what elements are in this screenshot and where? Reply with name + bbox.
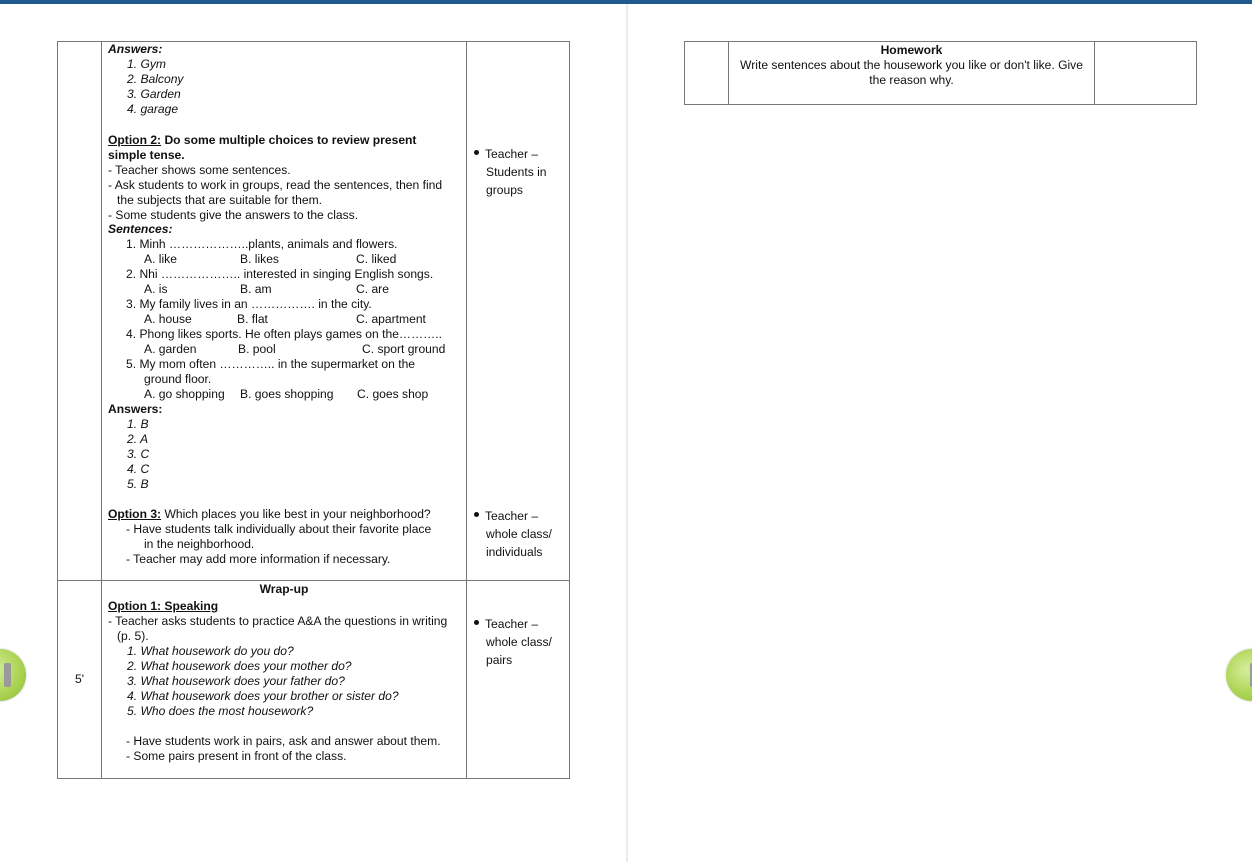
- interaction-option3-line: individuals: [486, 545, 543, 559]
- answers-heading: Answers:: [108, 402, 163, 416]
- answer-item: 1. Gym: [127, 57, 166, 71]
- choice-a: A. garden: [144, 342, 197, 356]
- choice-b: B. likes: [240, 252, 279, 266]
- wrapup-final-step: - Have students work in pairs, ask and answer about them.: [126, 734, 441, 748]
- question: 5. My mom often ………….. in the supermarket on the: [126, 357, 416, 371]
- wrapup-heading: Wrap-up: [259, 582, 309, 596]
- interaction-wrapup-line: whole class/: [486, 635, 552, 649]
- option2-label: Option 2:: [108, 133, 162, 147]
- wrapup-time: 5': [75, 672, 85, 686]
- wrapup-step: (p. 5).: [117, 629, 149, 643]
- homework-title: Homework: [880, 43, 943, 57]
- choice-a: A. is: [144, 282, 168, 296]
- answer-item: 4. C: [127, 462, 150, 476]
- page-left: [0, 4, 626, 862]
- wrapup-question: 4. What housework does your brother or sister do?: [127, 689, 399, 703]
- homework-text: Write sentences about the housework you like or don't like. Give: [740, 58, 1083, 72]
- question: 3. My family lives in an ……………. in the city.: [126, 297, 372, 311]
- question-continued: ground floor.: [144, 372, 212, 386]
- option2-step: - Some students give the answers to the class.: [108, 208, 359, 222]
- option2-step: - Teacher shows some sentences.: [108, 163, 291, 177]
- interaction-option3: Teacher –: [474, 509, 538, 524]
- option3-step: in the neighborhood.: [144, 537, 255, 551]
- table-row-divider: [57, 580, 570, 581]
- answers-heading: Answers:: [108, 42, 163, 56]
- option3-step: - Teacher may add more information if necessary.: [126, 552, 391, 566]
- choice-b: B. am: [240, 282, 272, 296]
- bullet-icon: [474, 512, 479, 517]
- homework-table-top: [684, 41, 1197, 42]
- option2-title-line2: simple tense.: [108, 148, 185, 162]
- answer-item: 5. B: [127, 477, 149, 491]
- choice-b: B. flat: [237, 312, 268, 326]
- option2-step: - Ask students to work in groups, read the sentences, then find: [108, 178, 443, 192]
- wrapup-final-step: - Some pairs present in front of the class.: [126, 749, 347, 763]
- homework-table-bottom: [684, 104, 1197, 105]
- wrapup-question: 1. What housework do you do?: [127, 644, 294, 658]
- wrapup-question: 5. Who does the most housework?: [127, 704, 314, 718]
- wrapup-question: 2. What housework does your mother do?: [127, 659, 352, 673]
- table-border-bottom: [57, 778, 570, 779]
- choice-b: B. pool: [238, 342, 276, 356]
- option2-step: the subjects that are suitable for them.: [117, 193, 323, 207]
- option2-heading: [108, 133, 416, 148]
- option3-step: - Have students talk individually about their favorite place: [126, 522, 432, 536]
- option3-label: Option 3:: [108, 507, 162, 521]
- homework-table-right: [1196, 41, 1197, 105]
- table-border-left: [57, 41, 58, 779]
- choice-c: C. sport ground: [362, 342, 446, 356]
- choice-a: A. like: [144, 252, 177, 266]
- homework-table-left: [684, 41, 685, 105]
- choice-b: B. goes shopping: [240, 387, 334, 401]
- question: 4. Phong likes sports. He often plays games on the………..: [126, 327, 442, 341]
- choice-a: A. house: [144, 312, 192, 326]
- option3-title: Which places you like best in your neighborhood?: [161, 507, 431, 521]
- choice-c: C. goes shop: [357, 387, 429, 401]
- answer-item: 3. C: [127, 447, 150, 461]
- interaction-option3-line: whole class/: [486, 527, 552, 541]
- choice-c: C. liked: [356, 252, 397, 266]
- homework-text: the reason why.: [869, 73, 954, 87]
- interaction-wrapup: Teacher –: [474, 617, 538, 632]
- answer-item: 3. Garden: [127, 87, 181, 101]
- table-col-divider-1: [101, 41, 102, 779]
- sentences-heading: Sentences:: [108, 222, 173, 236]
- bullet-icon: [474, 150, 479, 155]
- wrapup-step: - Teacher asks students to practice A&A the questions in writing: [108, 614, 448, 628]
- homework-col-divider-2: [1094, 41, 1095, 105]
- previous-page-icon: [4, 663, 11, 687]
- table-border-right: [569, 41, 570, 779]
- choice-c: C. apartment: [356, 312, 426, 326]
- wrapup-question: 3. What housework does your father do?: [127, 674, 345, 688]
- question: 1. Minh ………………..plants, animals and flowers.: [126, 237, 398, 251]
- interaction-option2-line: groups: [486, 183, 523, 197]
- interaction-option2-line: Students in: [486, 165, 547, 179]
- bullet-icon: [474, 620, 479, 625]
- choice-c: C. are: [356, 282, 389, 296]
- answer-item: 2. Balcony: [127, 72, 184, 86]
- option2-title: Do some multiple choices to review present: [161, 133, 417, 147]
- interaction-option2: Teacher –: [474, 147, 538, 162]
- interaction-wrapup-line: pairs: [486, 653, 513, 667]
- answer-item: 1. B: [127, 417, 149, 431]
- option3-heading: [108, 507, 431, 522]
- question: 2. Nhi ……………….. interested in singing English songs.: [126, 267, 434, 281]
- choice-a: A. go shopping: [144, 387, 225, 401]
- answer-item: 2. A: [127, 432, 149, 446]
- table-col-divider-2: [466, 41, 467, 779]
- answer-item: 4. garage: [127, 102, 179, 116]
- wrapup-option1: Option 1: Speaking: [108, 599, 219, 613]
- page-right: [628, 4, 1252, 862]
